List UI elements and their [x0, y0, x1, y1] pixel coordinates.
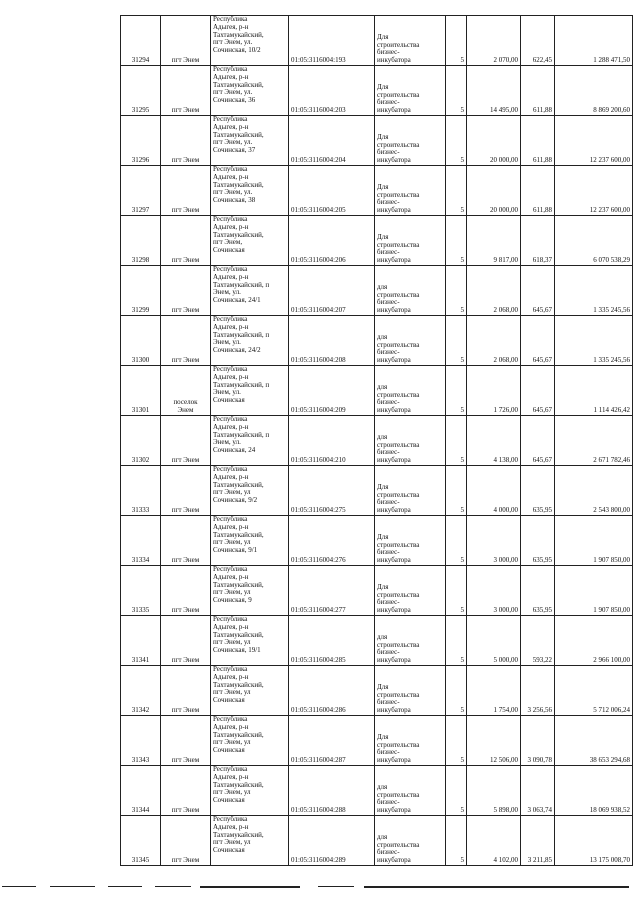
use-group-cell: 5	[446, 716, 467, 766]
area-cell: 5 898,00	[467, 766, 521, 816]
plot-number-cell: 31295	[121, 66, 161, 116]
table-row	[121, 366, 633, 416]
footer-rule	[200, 886, 300, 888]
address-cell: Республика Адыгея, р-н Тахтамукайский, пгт Энем, ул. Сочинская, 10/2	[211, 16, 289, 66]
use-group-cell: 5	[446, 816, 467, 866]
use-group-cell: 5	[446, 66, 467, 116]
settlement-cell: пгт Энем	[161, 316, 211, 366]
table-row	[121, 266, 633, 316]
cadastral-value-cell: 8 869 200,60	[555, 66, 633, 116]
settlement-cell: пгт Энем	[161, 466, 211, 516]
area-cell: 4 138,00	[467, 416, 521, 466]
area-cell: 3 000,00	[467, 566, 521, 616]
permitted-use-cell: для строительства бизнес- инкубатора	[375, 616, 446, 666]
land-plots-table-page	[120, 15, 633, 866]
address-cell: Республика Адыгея, р-н Тахтамукайский, п Энем, ул. Сочинская, 24/2	[211, 316, 289, 366]
plot-number-cell: 31333	[121, 466, 161, 516]
table-row	[121, 466, 633, 516]
cadastral-number-cell: 01:05:3116004:276	[289, 516, 375, 566]
use-group-cell: 5	[446, 266, 467, 316]
specific-value-cell: 635,95	[521, 466, 555, 516]
area-cell: 4 000,00	[467, 466, 521, 516]
use-group-cell: 5	[446, 316, 467, 366]
cadastral-number-cell: 01:05:3116004:206	[289, 216, 375, 266]
area-cell: 1 754,00	[467, 666, 521, 716]
specific-value-cell: 635,95	[521, 516, 555, 566]
footer-rule	[318, 886, 354, 887]
cadastral-value-cell: 1 907 850,00	[555, 566, 633, 616]
area-cell: 2 068,00	[467, 316, 521, 366]
cadastral-number-cell: 01:05:3116004:210	[289, 416, 375, 466]
use-group-cell: 5	[446, 616, 467, 666]
area-cell: 2 070,00	[467, 16, 521, 66]
settlement-cell: пгт Энем	[161, 116, 211, 166]
specific-value-cell: 611,88	[521, 166, 555, 216]
permitted-use-cell: для строительства бизнес- инкубатора	[375, 366, 446, 416]
plot-number-cell: 31294	[121, 16, 161, 66]
cadastral-number-cell: 01:05:3116004:193	[289, 16, 375, 66]
permitted-use-cell: для строительства бизнес- инкубатора	[375, 266, 446, 316]
permitted-use-cell: для строительства бизнес- инкубатора	[375, 416, 446, 466]
settlement-cell: пгт Энем	[161, 416, 211, 466]
permitted-use-cell: для строительства бизнес- инкубатора	[375, 816, 446, 866]
settlement-cell: пгт Энем	[161, 566, 211, 616]
use-group-cell: 5	[446, 516, 467, 566]
permitted-use-cell: Для строительства бизнес- инкубатора	[375, 216, 446, 266]
settlement-cell: пгт Энем	[161, 666, 211, 716]
plot-number-cell: 31301	[121, 366, 161, 416]
address-cell: Республика Адыгея, р-н Тахтамукайский, пгт Энем, ул. Сочинская, 36	[211, 66, 289, 116]
use-group-cell: 5	[446, 766, 467, 816]
table-row	[121, 116, 633, 166]
footer-rule	[364, 886, 629, 888]
permitted-use-cell: для строительства бизнес- инкубатора	[375, 766, 446, 816]
area-cell: 4 102,00	[467, 816, 521, 866]
specific-value-cell: 618,37	[521, 216, 555, 266]
address-cell: Республика Адыгея, р-н Тахтамукайский, п Энем, ул. Сочинская, 24	[211, 416, 289, 466]
plot-number-cell: 31335	[121, 566, 161, 616]
settlement-cell: поселок Энем	[161, 366, 211, 416]
cadastral-value-cell: 2 966 100,00	[555, 616, 633, 666]
area-cell: 9 817,00	[467, 216, 521, 266]
address-cell: Республика Адыгея, р-н Тахтамукайский, пгт Энем, ул Сочинская, 19/1	[211, 616, 289, 666]
use-group-cell: 5	[446, 416, 467, 466]
specific-value-cell: 645,67	[521, 266, 555, 316]
permitted-use-cell: Для строительства бизнес- инкубатора	[375, 566, 446, 616]
table-row	[121, 816, 633, 866]
table-row	[121, 316, 633, 366]
cadastral-number-cell: 01:05:3116004:288	[289, 766, 375, 816]
cadastral-value-cell: 1 335 245,56	[555, 316, 633, 366]
cadastral-number-cell: 01:05:3116004:277	[289, 566, 375, 616]
footer-rule	[50, 886, 95, 887]
footer-rule	[108, 886, 142, 887]
specific-value-cell: 635,95	[521, 566, 555, 616]
address-cell: Республика Адыгея, р-н Тахтамукайский, пгт Энем, ул Сочинская	[211, 716, 289, 766]
table-row	[121, 66, 633, 116]
plot-number-cell: 31296	[121, 116, 161, 166]
address-cell: Республика Адыгея, р-н Тахтамукайский, пгт Энем, ул Сочинская, 9	[211, 566, 289, 616]
table-row	[121, 166, 633, 216]
permitted-use-cell: Для строительства бизнес- инкубатора	[375, 716, 446, 766]
permitted-use-cell: Для строительства бизнес- инкубатора	[375, 666, 446, 716]
address-cell: Республика Адыгея, р-н Тахтамукайский, пгт Энем, ул. Сочинская, 38	[211, 166, 289, 216]
permitted-use-cell: Для строительства бизнес- инкубатора	[375, 66, 446, 116]
specific-value-cell: 3 256,56	[521, 666, 555, 716]
address-cell: Республика Адыгея, р-н Тахтамукайский, пгт Энем, ул Сочинская	[211, 816, 289, 866]
area-cell: 1 726,00	[467, 366, 521, 416]
table-row	[121, 16, 633, 66]
specific-value-cell: 645,67	[521, 416, 555, 466]
use-group-cell: 5	[446, 566, 467, 616]
use-group-cell: 5	[446, 466, 467, 516]
settlement-cell: пгт Энем	[161, 66, 211, 116]
footer-rule	[2, 886, 36, 887]
settlement-cell: пгт Энем	[161, 266, 211, 316]
cadastral-number-cell: 01:05:3116004:207	[289, 266, 375, 316]
cadastral-number-cell: 01:05:3116004:204	[289, 116, 375, 166]
cadastral-value-cell: 18 069 938,52	[555, 766, 633, 816]
footer-rule	[155, 886, 191, 887]
specific-value-cell: 645,67	[521, 366, 555, 416]
settlement-cell: пгт Энем	[161, 516, 211, 566]
settlement-cell: пгт Энем	[161, 166, 211, 216]
cadastral-value-cell: 1 114 426,42	[555, 366, 633, 416]
table-row	[121, 566, 633, 616]
cadastral-value-cell: 5 712 006,24	[555, 666, 633, 716]
use-group-cell: 5	[446, 666, 467, 716]
plot-number-cell: 31343	[121, 716, 161, 766]
address-cell: Республика Адыгея, р-н Тахтамукайский, п Энем, ул. Сочинская, 24/1	[211, 266, 289, 316]
table-row	[121, 666, 633, 716]
cadastral-value-cell: 12 237 600,00	[555, 166, 633, 216]
land-plots-table	[120, 15, 633, 866]
table-row	[121, 516, 633, 566]
use-group-cell: 5	[446, 16, 467, 66]
specific-value-cell: 3 211,85	[521, 816, 555, 866]
cadastral-number-cell: 01:05:3116004:208	[289, 316, 375, 366]
area-cell: 14 495,00	[467, 66, 521, 116]
cadastral-value-cell: 1 335 245,56	[555, 266, 633, 316]
cadastral-value-cell: 12 237 600,00	[555, 116, 633, 166]
plot-number-cell: 31345	[121, 816, 161, 866]
settlement-cell: пгт Энем	[161, 16, 211, 66]
use-group-cell: 5	[446, 116, 467, 166]
cadastral-value-cell: 1 907 850,00	[555, 516, 633, 566]
use-group-cell: 5	[446, 366, 467, 416]
plot-number-cell: 31344	[121, 766, 161, 816]
address-cell: Республика Адыгея, р-н Тахтамукайский, пгт Энем, ул Сочинская, 9/1	[211, 516, 289, 566]
cadastral-value-cell: 6 070 538,29	[555, 216, 633, 266]
cadastral-number-cell: 01:05:3116004:289	[289, 816, 375, 866]
settlement-cell: пгт Энем	[161, 716, 211, 766]
area-cell: 20 000,00	[467, 166, 521, 216]
area-cell: 20 000,00	[467, 116, 521, 166]
address-cell: Республика Адыгея, р-н Тахтамукайский, п Энем, ул. Сочинская	[211, 366, 289, 416]
address-cell: Республика Адыгея, р-н Тахтамукайский, пгт Энем, ул Сочинская	[211, 666, 289, 716]
permitted-use-cell: Для строительства бизнес- инкубатора	[375, 516, 446, 566]
cadastral-number-cell: 01:05:3116004:205	[289, 166, 375, 216]
table-row	[121, 766, 633, 816]
permitted-use-cell: Для строительства бизнес- инкубатора	[375, 16, 446, 66]
cadastral-number-cell: 01:05:3116004:287	[289, 716, 375, 766]
use-group-cell: 5	[446, 216, 467, 266]
plot-number-cell: 31302	[121, 416, 161, 466]
address-cell: Республика Адыгея, р-н Тахтамукайский, пгт Энем, ул Сочинская	[211, 766, 289, 816]
table-row	[121, 616, 633, 666]
area-cell: 2 068,00	[467, 266, 521, 316]
cadastral-number-cell: 01:05:3116004:286	[289, 666, 375, 716]
cadastral-value-cell: 38 653 294,68	[555, 716, 633, 766]
plot-number-cell: 31298	[121, 216, 161, 266]
cadastral-number-cell: 01:05:3116004:275	[289, 466, 375, 516]
specific-value-cell: 645,67	[521, 316, 555, 366]
plot-number-cell: 31299	[121, 266, 161, 316]
plot-number-cell: 31297	[121, 166, 161, 216]
settlement-cell: пгт Энем	[161, 216, 211, 266]
use-group-cell: 5	[446, 166, 467, 216]
specific-value-cell: 593,22	[521, 616, 555, 666]
area-cell: 12 506,00	[467, 716, 521, 766]
address-cell: Республика Адыгея, р-н Тахтамукайский, пгт Энем, ул Сочинская, 9/2	[211, 466, 289, 516]
plot-number-cell: 31300	[121, 316, 161, 366]
specific-value-cell: 622,45	[521, 16, 555, 66]
permitted-use-cell: Для строительства бизнес- инкубатора	[375, 466, 446, 516]
address-cell: Республика Адыгея, р-н Тахтамукайский, пгт Энем, ул. Сочинская, 37	[211, 116, 289, 166]
permitted-use-cell: для строительства бизнес- инкубатора	[375, 316, 446, 366]
permitted-use-cell: Для строительства бизнес- инкубатора	[375, 116, 446, 166]
specific-value-cell: 611,88	[521, 116, 555, 166]
address-cell: Республика Адыгея, р-н Тахтамукайский, пгт Энем, Сочинская	[211, 216, 289, 266]
plot-number-cell: 31342	[121, 666, 161, 716]
settlement-cell: пгт Энем	[161, 816, 211, 866]
specific-value-cell: 3 063,74	[521, 766, 555, 816]
cadastral-value-cell: 2 543 800,00	[555, 466, 633, 516]
table-row	[121, 716, 633, 766]
plot-number-cell: 31341	[121, 616, 161, 666]
settlement-cell: пгт Энем	[161, 766, 211, 816]
cadastral-number-cell: 01:05:3116004:209	[289, 366, 375, 416]
table-row	[121, 416, 633, 466]
area-cell: 3 000,00	[467, 516, 521, 566]
plot-number-cell: 31334	[121, 516, 161, 566]
specific-value-cell: 611,88	[521, 66, 555, 116]
cadastral-value-cell: 2 671 782,46	[555, 416, 633, 466]
settlement-cell: пгт Энем	[161, 616, 211, 666]
area-cell: 5 000,00	[467, 616, 521, 666]
specific-value-cell: 3 090,78	[521, 716, 555, 766]
cadastral-number-cell: 01:05:3116004:203	[289, 66, 375, 116]
cadastral-value-cell: 13 175 008,70	[555, 816, 633, 866]
table-row	[121, 216, 633, 266]
cadastral-number-cell: 01:05:3116004:285	[289, 616, 375, 666]
permitted-use-cell: Для строительства бизнес- инкубатора	[375, 166, 446, 216]
cadastral-value-cell: 1 288 471,50	[555, 16, 633, 66]
